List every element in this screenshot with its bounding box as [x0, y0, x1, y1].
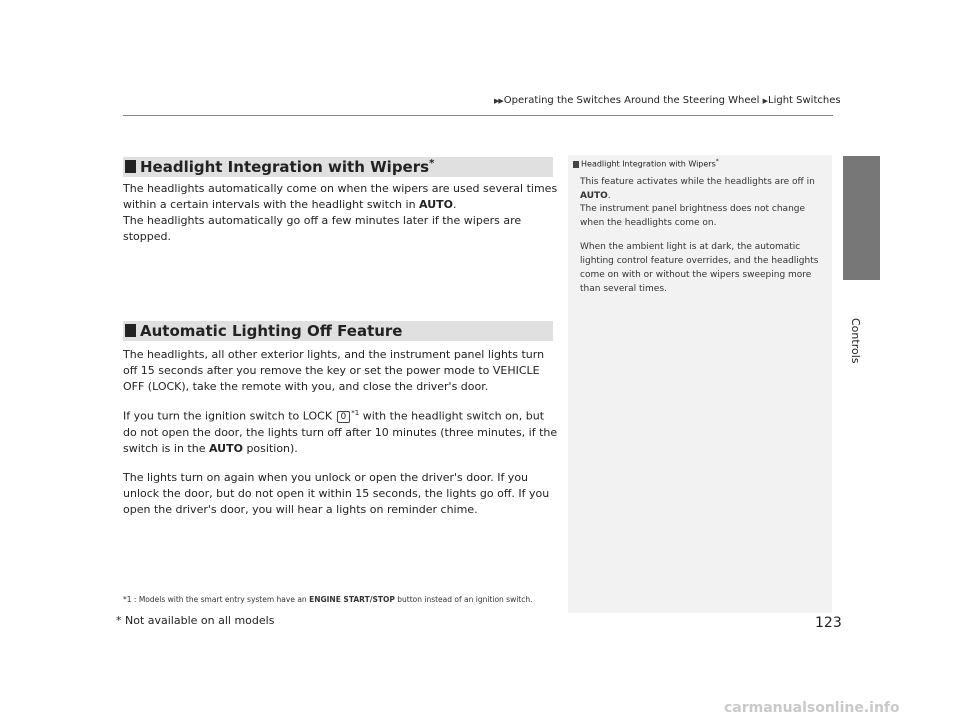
breadcrumb-arrow-icon: ▶: [762, 97, 768, 105]
note-paragraph: When the ambient light is at dark, the automatic lighting control feature overrides, and the headlights come on with or without the wipers sweeping more than several times.: [580, 242, 819, 294]
availability-note: * Not available on all models: [116, 614, 275, 627]
section-title: Headlight Integration with Wipers: [140, 158, 430, 176]
footnote: *1 : Models with the smart entry system have an ENGINE START/STOP button instead of an ignition switch.: [123, 595, 533, 604]
breadcrumb-item-1[interactable]: Operating the Switches Around the Steering Wheel: [503, 95, 760, 106]
section-square-icon: [125, 160, 136, 173]
breadcrumb-item-2[interactable]: Light Switches: [768, 95, 841, 106]
paragraph: The lights turn on again when you unlock or open the driver's door. If you unlock the door, but do not open it within 15 seconds, the lights go off. If you open the driver's door, you will hear a lights on reminder chime.: [123, 471, 550, 516]
breadcrumb: [494, 95, 841, 106]
chapter-tab: [843, 156, 880, 280]
breadcrumb-arrow-icon: ▶▶: [494, 97, 503, 105]
note-paragraph: This feature activates while the headlights are off in AUTO.: [580, 177, 815, 201]
lock-position-key-icon: 0: [337, 411, 351, 423]
paragraph: The headlights automatically go off a few minutes later if the wipers are stopped.: [123, 214, 522, 243]
asterisk-mark: *: [429, 158, 435, 169]
note-paragraph: The instrument panel brightness does not change when the headlights come on.: [580, 204, 806, 228]
footnote-ref[interactable]: *1: [351, 409, 360, 417]
section-title: Automatic Lighting Off Feature: [140, 322, 403, 340]
note-title[interactable]: Headlight Integration with Wipers*: [573, 158, 719, 169]
paragraph: The headlights, all other exterior lights, and the instrument panel lights turn off 15 seconds after you remove the key or set the power mode to VEHICLE OFF (LOCK), take the remote with you, and close the driver's door.: [123, 348, 545, 393]
paragraph: The headlights automatically come on when the wipers are used several times within a certain intervals with the headlight switch in AUTO.: [123, 182, 558, 211]
page-number: 123: [815, 615, 842, 631]
note-marker-icon: [573, 161, 579, 168]
section-heading-auto-off: [123, 321, 553, 341]
header-divider: [123, 115, 833, 116]
chapter-label: Controls: [849, 318, 862, 364]
section-heading-wipers: [123, 157, 553, 177]
watermark: carmanualsonline.info: [724, 700, 900, 716]
section-square-icon: [125, 324, 136, 337]
paragraph: If you turn the ignition switch to LOCK 0 $^{*1}$ with the headlight switch on, but do not open the door, the lights turn off after 10 minutes (three minutes, if the switch is in the AUTO position).: [123, 409, 558, 455]
